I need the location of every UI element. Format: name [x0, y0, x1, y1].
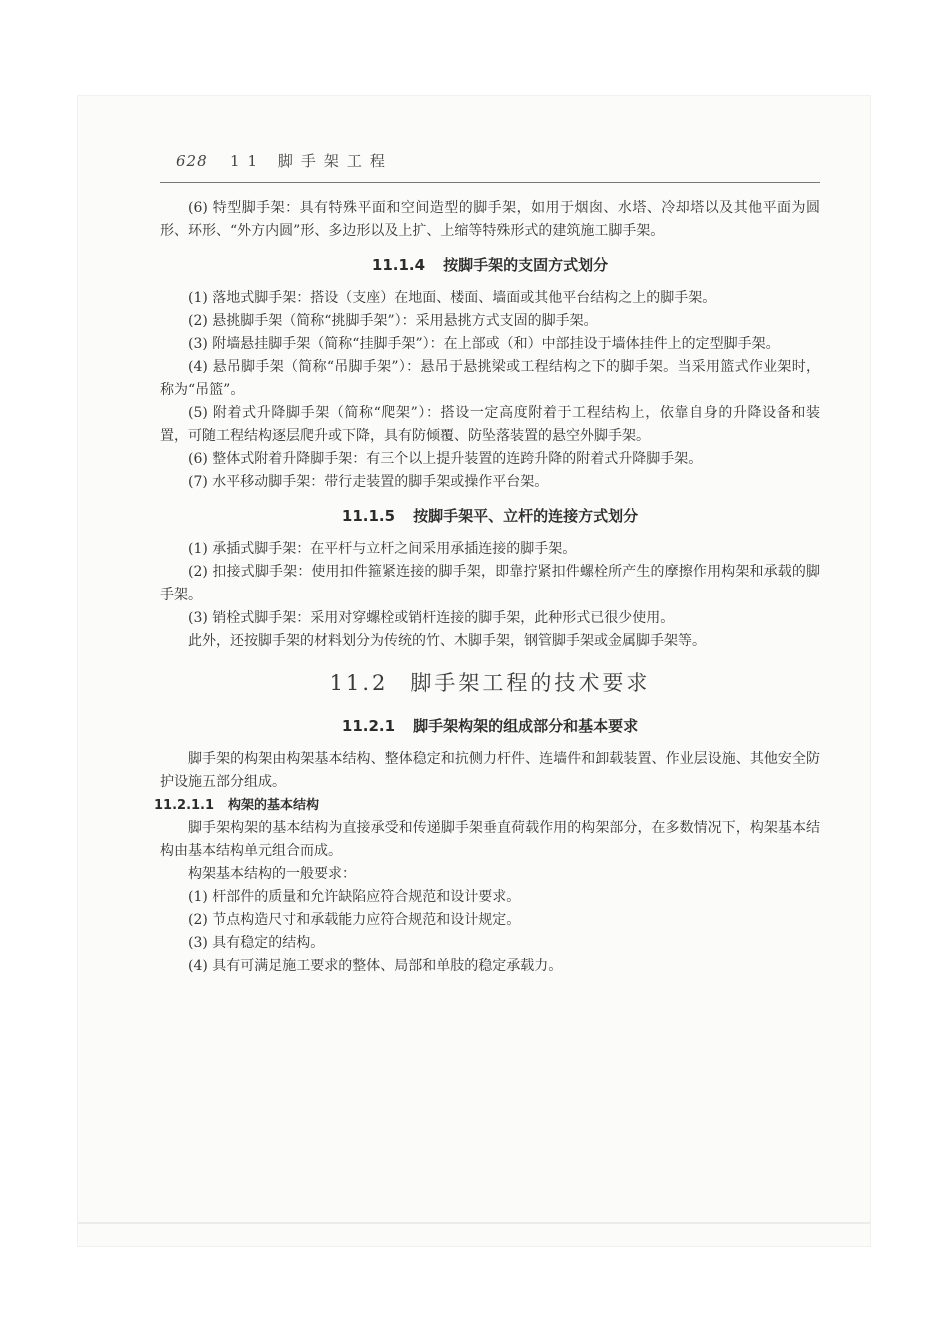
running-head [160, 150, 820, 178]
section-heading [160, 254, 820, 276]
section-number: 11.1.5 [341, 507, 396, 525]
paragraph: 脚手架构架的基本结构为直接承受和传递脚手架垂直荷载作用的构架部分，在多数情况下，构架基本结构由基本结构单元组合而成。 [160, 820, 820, 859]
section-heading [160, 505, 820, 527]
subsection-title: 构架的基本结构 [228, 798, 320, 813]
header-rule [160, 182, 820, 183]
page-number: 628 [176, 152, 208, 170]
sheet-bottom-edge [78, 1222, 870, 1224]
paragraph: (4) 悬吊脚手架（简称“吊脚手架”）：悬吊于悬挑梁或工程结构之下的脚手架。当采用篮式作业架时，称为“吊篮”。 [160, 359, 820, 398]
section-title: 按脚手架的支固方式划分 [443, 256, 609, 274]
body-text [154, 197, 820, 978]
paragraph: (7) 水平移动脚手架：带行走装置的脚手架或操作平台架。 [188, 474, 549, 490]
paragraph: (1) 杆部件的质量和允许缺陷应符合规范和设计要求。 [188, 889, 521, 905]
section-number: 11.2.1 [341, 717, 396, 735]
paragraph: (6) 特型脚手架：具有特殊平面和空间造型的脚手架，如用于烟囱、水塔、冷却塔以及其他平面为圆形、环形、“外方内圆”形、多边形以及上扩、上缩等特殊形式的建筑施工脚手架。 [160, 200, 820, 239]
section-number: 11.1.4 [371, 256, 426, 274]
section-heading [160, 715, 820, 737]
paragraph: (4) 具有可满足施工要求的整体、局部和单肢的稳定承载力。 [188, 958, 563, 974]
major-section-heading [160, 669, 820, 697]
subsection-heading [154, 794, 820, 817]
subsection-number: 11.2.1.1 [154, 798, 215, 813]
paragraph: 构架基本结构的一般要求： [188, 866, 356, 882]
chapter-title: 11 脚手架工程 [230, 152, 393, 170]
paragraph: (1) 承插式脚手架：在平杆与立杆之间采用承插连接的脚手架。 [188, 541, 577, 557]
paragraph: (5) 附着式升降脚手架（简称“爬架”）：搭设一定高度附着于工程结构上，依靠自身的升降设备和装置，可随工程结构逐层爬升或下降，具有防倾覆、防坠落装置的悬空外脚手架。 [160, 405, 820, 444]
paragraph: 此外，还按脚手架的材料划分为传统的竹、木脚手架，钢管脚手架或金属脚手架等。 [188, 633, 706, 649]
paragraph: (1) 落地式脚手架：搭设（支座）在地面、楼面、墙面或其他平台结构之上的脚手架。 [188, 290, 717, 306]
paragraph: (3) 具有稳定的结构。 [188, 935, 325, 951]
major-section-number: 11.2 [329, 671, 389, 695]
page-content [154, 150, 820, 978]
section-title: 脚手架构架的组成部分和基本要求 [413, 717, 639, 735]
paragraph: (2) 悬挑脚手架（简称“挑脚手架”）：采用悬挑方式支固的脚手架。 [188, 313, 598, 329]
paragraph: (2) 扣接式脚手架：使用扣件箍紧连接的脚手架，即靠拧紧扣件螺栓所产生的摩擦作用构架和承载的脚手架。 [160, 564, 820, 603]
paragraph: (6) 整体式附着升降脚手架：有三个以上提升装置的连跨升降的附着式升降脚手架。 [188, 451, 703, 467]
section-title: 按脚手架平、立杆的连接方式划分 [413, 507, 639, 525]
paragraph: (3) 销栓式脚手架：采用对穿螺栓或销杆连接的脚手架，此种形式已很少使用。 [188, 610, 675, 626]
major-section-title: 脚手架工程的技术要求 [410, 671, 651, 695]
paragraph: (2) 节点构造尺寸和承载能力应符合规范和设计规定。 [188, 912, 521, 928]
paragraph: (3) 附墙悬挂脚手架（简称“挂脚手架”）：在上部或（和）中部挂设于墙体挂件上的定型脚手架。 [188, 336, 780, 352]
paragraph: 脚手架的构架由构架基本结构、整体稳定和抗侧力杆件、连墙件和卸载装置、作业层设施、其他安全防护设施五部分组成。 [160, 751, 820, 790]
